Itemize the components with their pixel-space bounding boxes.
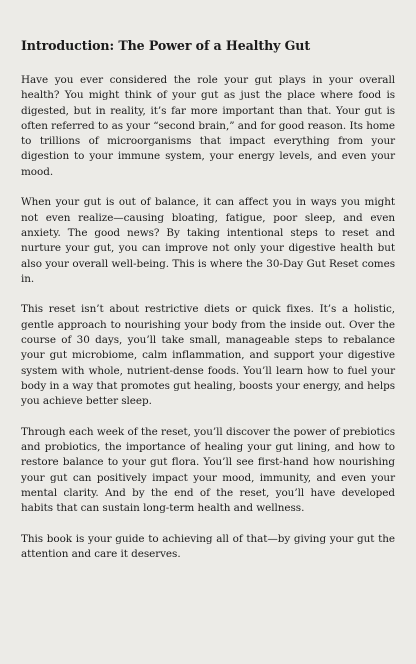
paragraph-imbalance: When your gut is out of balance, it can affect you in ways you might not even realize—causing bloating, fatigue, poor sleep, and even anxiety. The good news? By taking intentional steps to reset and nurture your gut, you can improve not only your digestive health but also your overall well-being. This is where the 30-Day Gut Reset comes in. — [21, 196, 395, 285]
paragraph-book-guide: This book is your guide to achieving all of that—by giving your gut the attention and care it deserves. — [21, 532, 395, 561]
paragraph-intro: Have you ever considered the role your gut plays in your overall health? You might think of your gut as just the place where food is digested, but in reality, it’s far more important than that. Your gut is often referred to as your “second brain,” and for good reason. Its home to trillions of microorganisms that impact everything from your digestion to your immune system, your energy levels, and even your mood. — [21, 74, 395, 178]
chapter-title: Introduction: The Power of a Healthy Gut — [21, 38, 311, 53]
paragraph-reset-approach: This reset isn’t about restrictive diets or quick fixes. It’s a holistic, gentle approach to nourishing your body from the inside out. Over the course of 30 days, you’ll take small, manageable steps to rebalance your gut microbiome, calm inflammation, and support your digestive system with whole, nutrient-dense foods. You’ll learn how to fuel your body in a way that promotes gut healing, boosts your energy, and helps you achieve better sleep. — [21, 303, 395, 408]
paragraph-weekly-overview: Through each week of the reset, you’ll discover the power of prebiotics and probiotics, the importance of healing your gut lining, and how to restore balance to your gut flora. You’ll see first-hand how nourishing your gut can positively impact your mood, immunity, and even your mental clarity. And by the end of the reset, you’ll have developed habits that can sustain long-term health and wellness. — [21, 425, 395, 515]
